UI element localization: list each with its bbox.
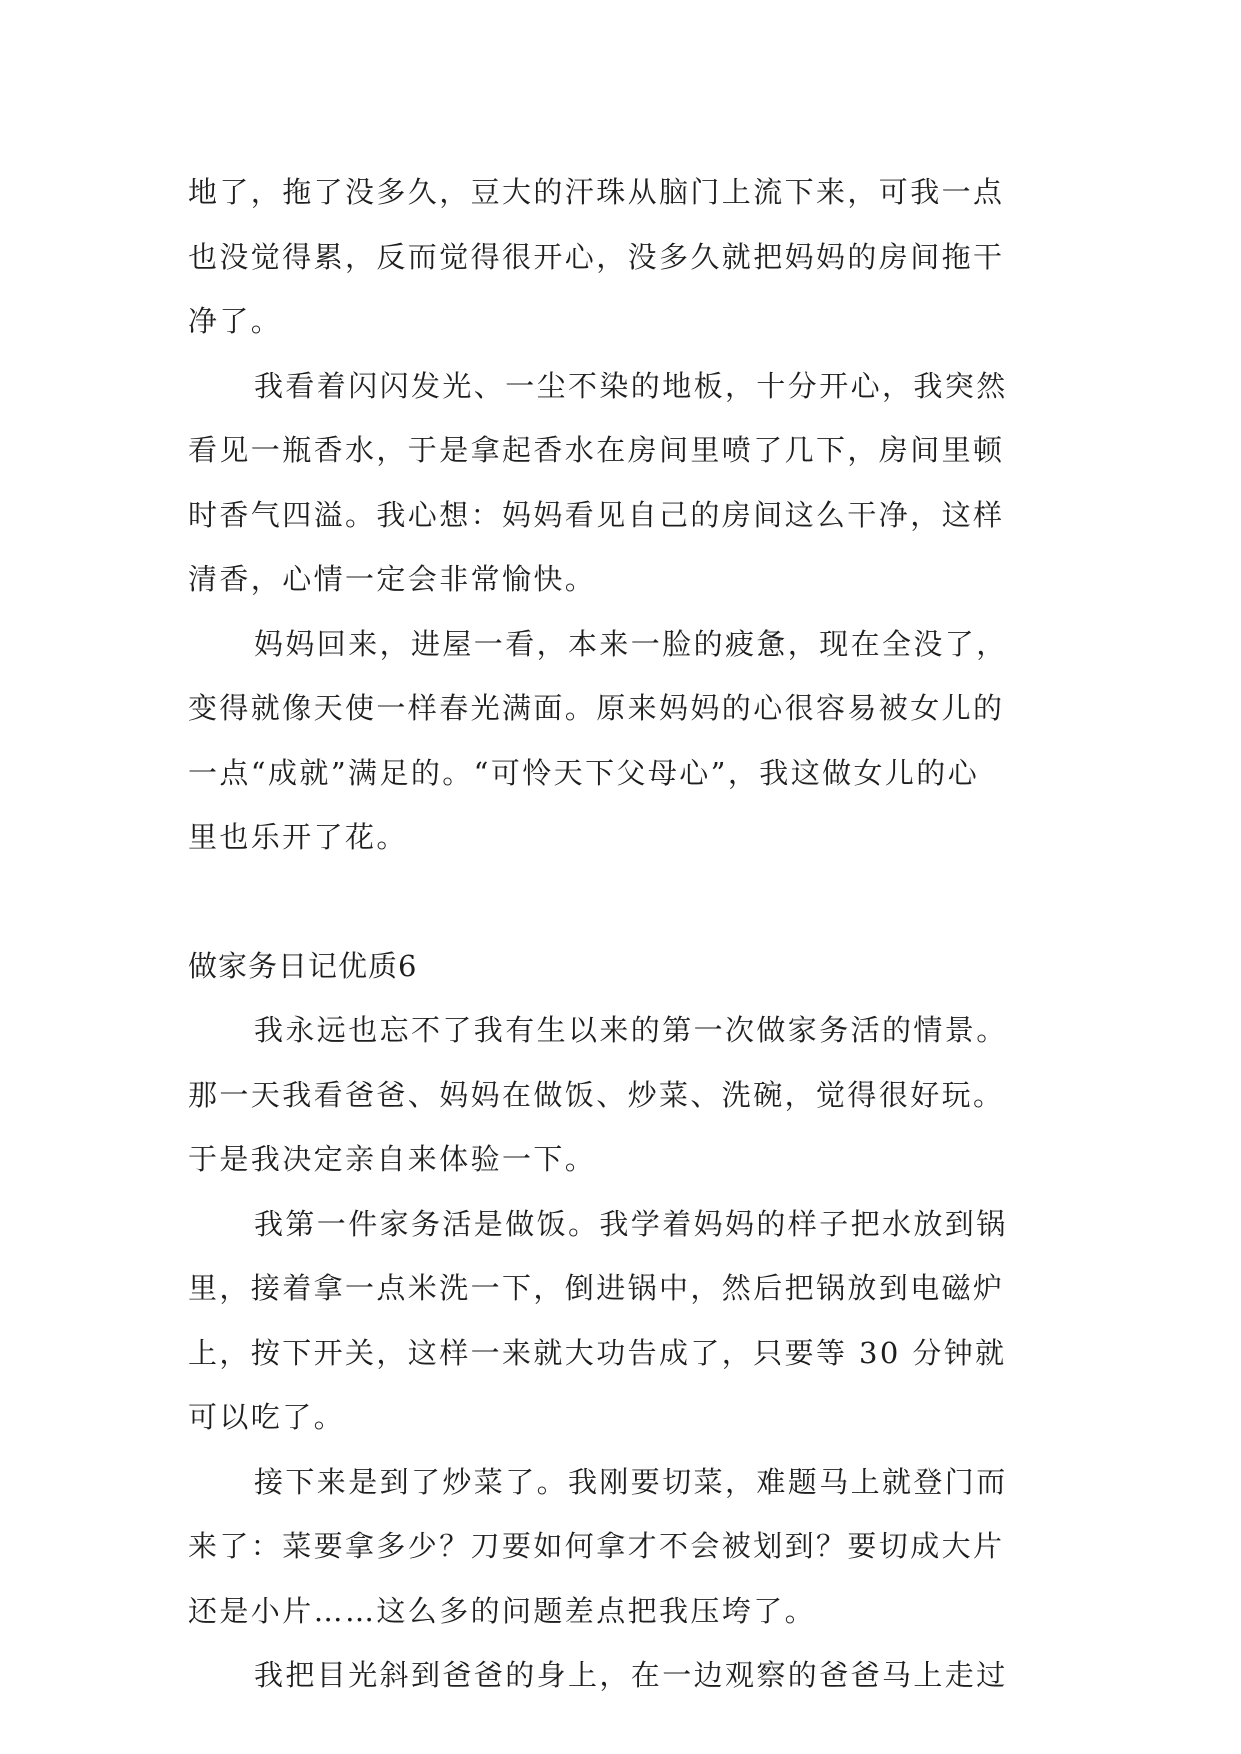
text-line: 我看着闪闪发光、一尘不染的地板，十分开心，我突然: [254, 368, 1008, 403]
paragraph: [188, 612, 1068, 870]
section-heading: 做家务日记优质6: [188, 948, 418, 983]
text-line: 地了，拖了没多久，豆大的汗珠从脑门上流下来，可我一点: [188, 175, 1005, 209]
paragraph-continued: [188, 160, 1068, 354]
text-line: 上，按下开关，这样一来就大功告成了，只要等 30 分钟就: [188, 1335, 1007, 1370]
text-line: 看见一瓶香水，于是拿起香水在房间里喷了几下，房间里顿: [188, 433, 1005, 467]
section-spacer: [188, 870, 1068, 934]
paragraph: [188, 998, 1068, 1192]
paragraph: [188, 354, 1068, 612]
text-line: 也没觉得累，反而觉得很开心，没多久就把妈妈的房间拖干: [188, 239, 1005, 274]
text-line: 我把目光斜到爸爸的身上，在一边观察的爸爸马上走过: [254, 1658, 1008, 1692]
text-line: 一点“成就”满足的。“可怜天下父母心”，我这做女儿的心: [188, 755, 980, 790]
text-line: 还是小片……这么多的问题差点把我压垮了。: [188, 1593, 817, 1628]
text-line: 于是我决定亲自来体验一下。: [188, 1142, 597, 1176]
text-line: 可以吃了。: [188, 1400, 346, 1434]
text-line: 接下来是到了炒菜了。我刚要切菜，难题马上就登门而: [254, 1464, 1008, 1499]
text-line: 里也乐开了花。: [188, 820, 408, 854]
text-line: 来了：菜要拿多少？刀要如何拿才不会被划到？要切成大片: [188, 1529, 1005, 1563]
paragraph: [188, 1192, 1068, 1450]
text-line: 妈妈回来，进屋一看，本来一脸的疲惫，现在全没了，: [254, 626, 1008, 661]
text-line: 净了。: [188, 304, 283, 338]
text-line: 里，接着拿一点米洗一下，倒进锅中，然后把锅放到电磁炉: [188, 1271, 1005, 1305]
paragraph: [188, 1450, 1068, 1644]
text-line: 那一天我看爸爸、妈妈在做饭、炒菜、洗碗，觉得很好玩。: [188, 1077, 1005, 1112]
text-line: 时香气四溢。我心想：妈妈看见自己的房间这么干净，这样: [188, 497, 1005, 532]
text-line: 变得就像天使一样春光满面。原来妈妈的心很容易被女儿的: [188, 691, 1005, 725]
paragraph: [188, 1643, 1068, 1708]
document-body: [188, 160, 1068, 1708]
text-line: 我第一件家务活是做饭。我学着妈妈的样子把水放到锅: [254, 1206, 1008, 1241]
text-line: 清香，心情一定会非常愉快。: [188, 562, 597, 596]
text-line: 我永远也忘不了我有生以来的第一次做家务活的情景。: [254, 1013, 1008, 1047]
